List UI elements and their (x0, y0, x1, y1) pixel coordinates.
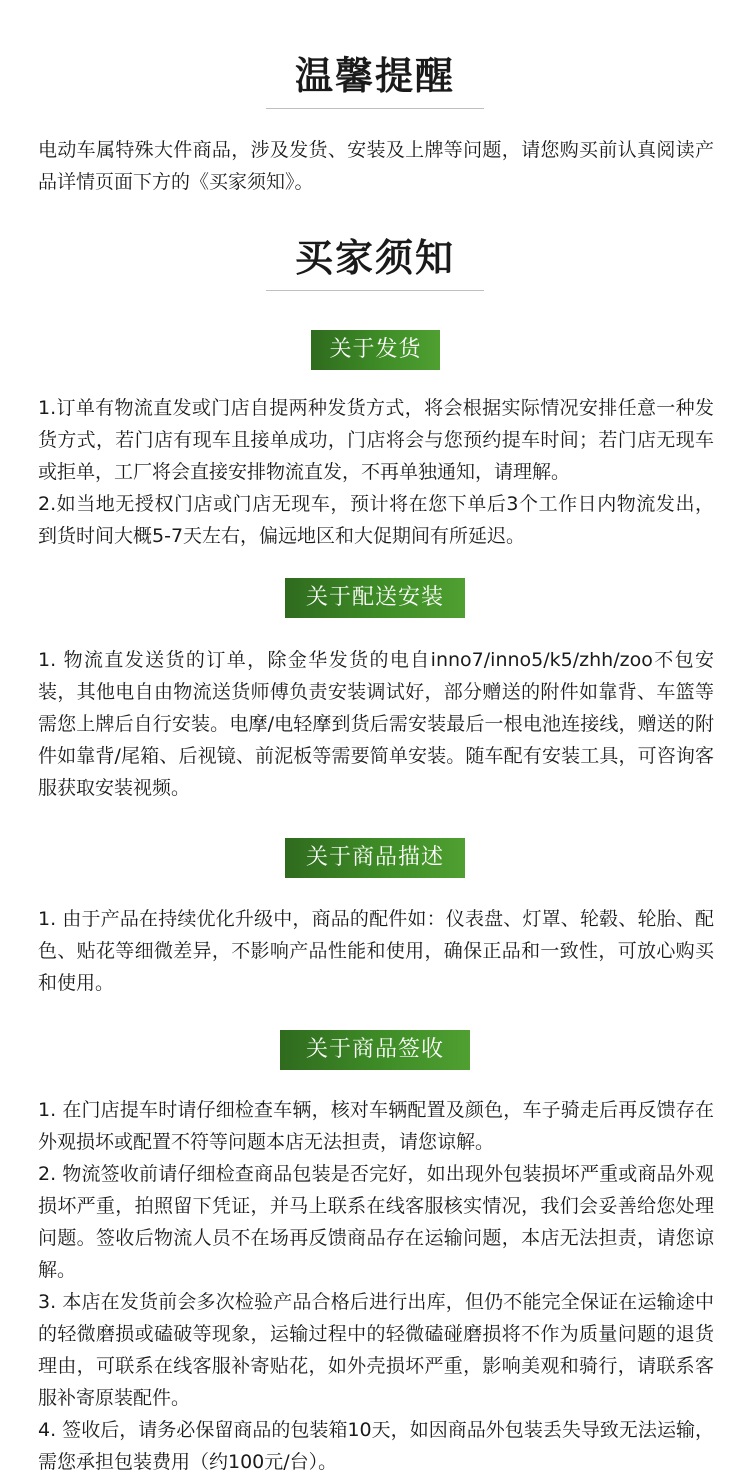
shipping-item-2: 2.如当地无授权门店或门店无现车，预计将在您下单后3个工作日内物流发出，到货时间大概5-7天左右，偏远地区和大促期间有所延迟。 (38, 493, 714, 547)
installation-heading-badge: 关于配送安装 (285, 578, 465, 618)
description-heading-badge: 关于商品描述 (285, 838, 465, 878)
reminder-text: 电动车属特殊大件商品，涉及发货、安装及上牌等问题，请您购买前认真阅读产品详情页面下方的《买家须知》。 (38, 139, 714, 193)
installation-text-block (38, 644, 714, 804)
description-item-1: 1. 由于产品在持续优化升级中，商品的配件如：仪表盘、灯罩、轮毂、轮胎、配色、贴花等细微差异，不影响产品性能和使用，确保正品和一致性，可放心购买和使用。 (38, 908, 714, 994)
receipt-item-4: 4. 签收后，请务必保留商品的包装箱10天，如因商品外包装丢失导致无法运输，需您承担包装费用（约100元/台）。 (38, 1419, 714, 1473)
description-text-block (38, 903, 714, 999)
installation-item-1: 1. 物流直发送货的订单，除金华发货的电自inno7/inno5/k5/zhh/zoo不包安装，其他电自由物流送货师傅负责安装调试好，部分赠送的附件如靠背、车篮等需您上牌后自行安装。电摩/电轻摩到货后需安装最后一根电池连接线，赠送的附件如靠背/尾箱、后视镜、前泥板等需要简单安装。随车配有安装工具，可咨询客服获取安装视频。 (38, 649, 714, 799)
shipping-item-1: 1.订单有物流直发或门店自提两种发货方式，将会根据实际情况安排任意一种发货方式，若门店有现车且接单成功，门店将会与您预约提车时间；若门店无现车或拒单，工厂将会直接安排物流直发，不再单独通知，请理解。 (38, 397, 714, 483)
shipping-heading-badge: 关于发货 (311, 330, 440, 370)
reminder-title-divider (266, 108, 484, 109)
reminder-title: 温馨提醒 (294, 54, 455, 98)
notice-title-divider (266, 290, 484, 291)
receipt-item-3: 3. 本店在发货前会多次检验产品合格后进行出库，但仍不能完全保证在运输途中的轻微磨损或磕破等现象，运输过程中的轻微磕碰磨损将不作为质量问题的退货理由，可联系在线客服补寄贴花，如外壳损坏严重，影响美观和骑行，请联系客服补寄原装配件。 (38, 1291, 714, 1409)
receipt-text-block (38, 1094, 714, 1478)
notice-title: 买家须知 (294, 236, 455, 280)
shipping-text-block (38, 392, 714, 552)
receipt-item-1: 1. 在门店提车时请仔细检查车辆，核对车辆配置及颜色，车子骑走后再反馈存在外观损坏或配置不符等问题本店无法担责，请您谅解。 (38, 1099, 714, 1153)
receipt-item-2: 2. 物流签收前请仔细检查商品包装是否完好，如出现外包装损坏严重或商品外观损坏严重，拍照留下凭证，并马上联系在线客服核实情况，我们会妥善给您处理问题。签收后物流人员不在场再反馈商品存在运输问题，本店无法担责，请您谅解。 (38, 1163, 714, 1281)
reminder-text-block (38, 134, 714, 198)
receipt-heading-badge: 关于商品签收 (280, 1030, 470, 1070)
